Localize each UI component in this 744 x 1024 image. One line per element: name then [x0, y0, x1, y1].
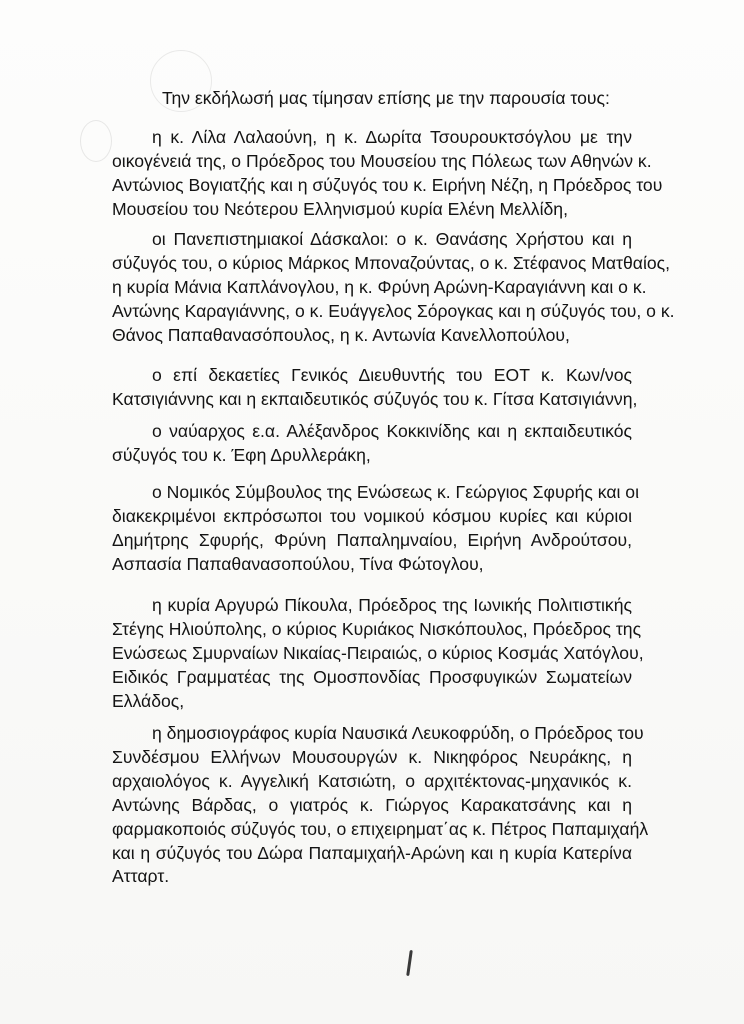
- paragraph-line: η κυρία Αργυρώ Πίκουλα, Πρόεδρος της Ιωνικής Πολιτιστικής: [152, 595, 632, 615]
- paragraph-3: [112, 364, 638, 412]
- bleed-through-marks: [80, 120, 112, 162]
- paragraph-line: ο ναύαρχος ε.α. Αλέξανδρος Κοκκινίδης και η εκπαιδευτικός: [152, 421, 632, 441]
- paragraph-line: Μουσείου του Νεότερου Ελληνισμού κυρία Ελένη Μελλίδη,: [112, 198, 568, 219]
- paragraph-line: η κ. Λίλα Λαλαούνη, η κ. Δωρίτα Τσουρουκτσόγλου με την: [152, 127, 632, 147]
- paragraph-line: Ειδικός Γραμματέας της Ομοσπονδίας Προσφυγικών Σωματείων: [112, 666, 632, 687]
- paragraph-2: [112, 228, 675, 348]
- paragraph-line: η δημοσιογράφος κυρία Ναυσικά Λευκοφρύδη, ο Πρόεδρος του: [152, 723, 644, 743]
- paragraph-line: Ελλάδος,: [112, 690, 185, 711]
- paragraph-line: οι Πανεπιστημιακοί Δάσκαλοι: ο κ. Θανάσης Χρήστου και η: [152, 229, 632, 249]
- paragraph-line: Αντώνης Καραγιάννης, ο κ. Ευάγγελος Σόρογκας και η σύζυγός του, ο κ.: [112, 300, 675, 321]
- paragraph-line: Αντώνιος Βογιατζής και η σύζυγός του κ. Ειρήνη Νέζη, η Πρόεδρος του: [112, 174, 663, 195]
- paragraph-line: ο Νομικός Σύμβουλος της Ενώσεως κ. Γεώργιος Σφυρής και οι: [152, 482, 639, 502]
- paragraph-line: φαρμακοποιός σύζυγός του, ο επιχειρηματ΄ας κ. Πέτρος Παπαμιχαήλ: [112, 818, 649, 839]
- paragraph-line: οικογένειά της, ο Πρόεδρος του Μουσείου της Πόλεως των Αθηνών κ.: [112, 150, 652, 171]
- paragraph-6: [112, 594, 644, 714]
- paragraph-1: [112, 126, 663, 222]
- paragraph-line: η κυρία Μάνια Καπλάνογλου, η κ. Φρύνη Αρώνη-Καραγιάννη και ο κ.: [112, 276, 647, 297]
- paragraph-line: Αντώνης Βάρδας, ο γιατρός κ. Γιώργος Καρακατσάνης και η: [112, 794, 632, 815]
- paragraph-line: και η σύζυγός του Δώρα Παπαμιχαήλ-Αρώνη και η κυρία Κατερίνα: [112, 842, 632, 863]
- paragraph-7: [112, 722, 649, 889]
- paragraph-4: [112, 420, 632, 468]
- paragraph-line: Ασπασία Παπαθανασοπούλου, Τίνα Φώτογλου,: [112, 553, 484, 574]
- paragraph-line: Δημήτρης Σφυρής, Φρύνη Παπαλημναίου, Ειρήνη Ανδρούτσου,: [112, 529, 632, 550]
- paragraph-line: Ενώσεως Σμυρναίων Νικαίας-Πειραιώς, ο κύριος Κοσμάς Χατόγλου,: [112, 642, 644, 663]
- paragraph-line: Κατσιγιάννης και η εκπαιδευτικός σύζυγός του κ. Γίτσα Κατσιγιάννη,: [112, 388, 638, 409]
- paragraph-line: Στέγης Ηλιούπολης, ο κύριος Κυριάκος Νισκόπουλος, Πρόεδρος της: [112, 618, 642, 639]
- paragraph-line: Ατταρτ.: [112, 866, 170, 887]
- pen-mark: [406, 950, 413, 976]
- paragraph-line: σύζυγός του, ο κύριος Μάρκος Μποναζούντας, ο κ. Στέφανος Ματθαίος,: [112, 252, 671, 273]
- paragraph-line: ο επί δεκαετίες Γενικός Διευθυντής του ΕΟΤ κ. Κων/νος: [152, 365, 632, 385]
- paragraph-line: σύζυγός του κ. Έφη Δρυλλεράκη,: [112, 444, 371, 465]
- paragraph-5: [112, 481, 639, 577]
- paragraph-line: αρχαιολόγος κ. Αγγελική Κατσιώτη, ο αρχιτέκτονας-μηχανικός κ.: [112, 770, 632, 791]
- intro-line: Την εκδήλωσή μας τίμησαν επίσης με την παρουσία τους:: [162, 88, 610, 108]
- paragraph-line: Θάνος Παπαθανασόπουλος, η κ. Αντωνία Κανελλοπούλου,: [112, 324, 570, 345]
- paragraph-line: Συνδέσμου Ελλήνων Μουσουργών κ. Νικηφόρος Νευράκης, η: [112, 746, 632, 767]
- paragraph-line: διακεκριμένοι εκπρόσωποι του νομικού κόσμου κυρίες και κύριοι: [112, 505, 632, 526]
